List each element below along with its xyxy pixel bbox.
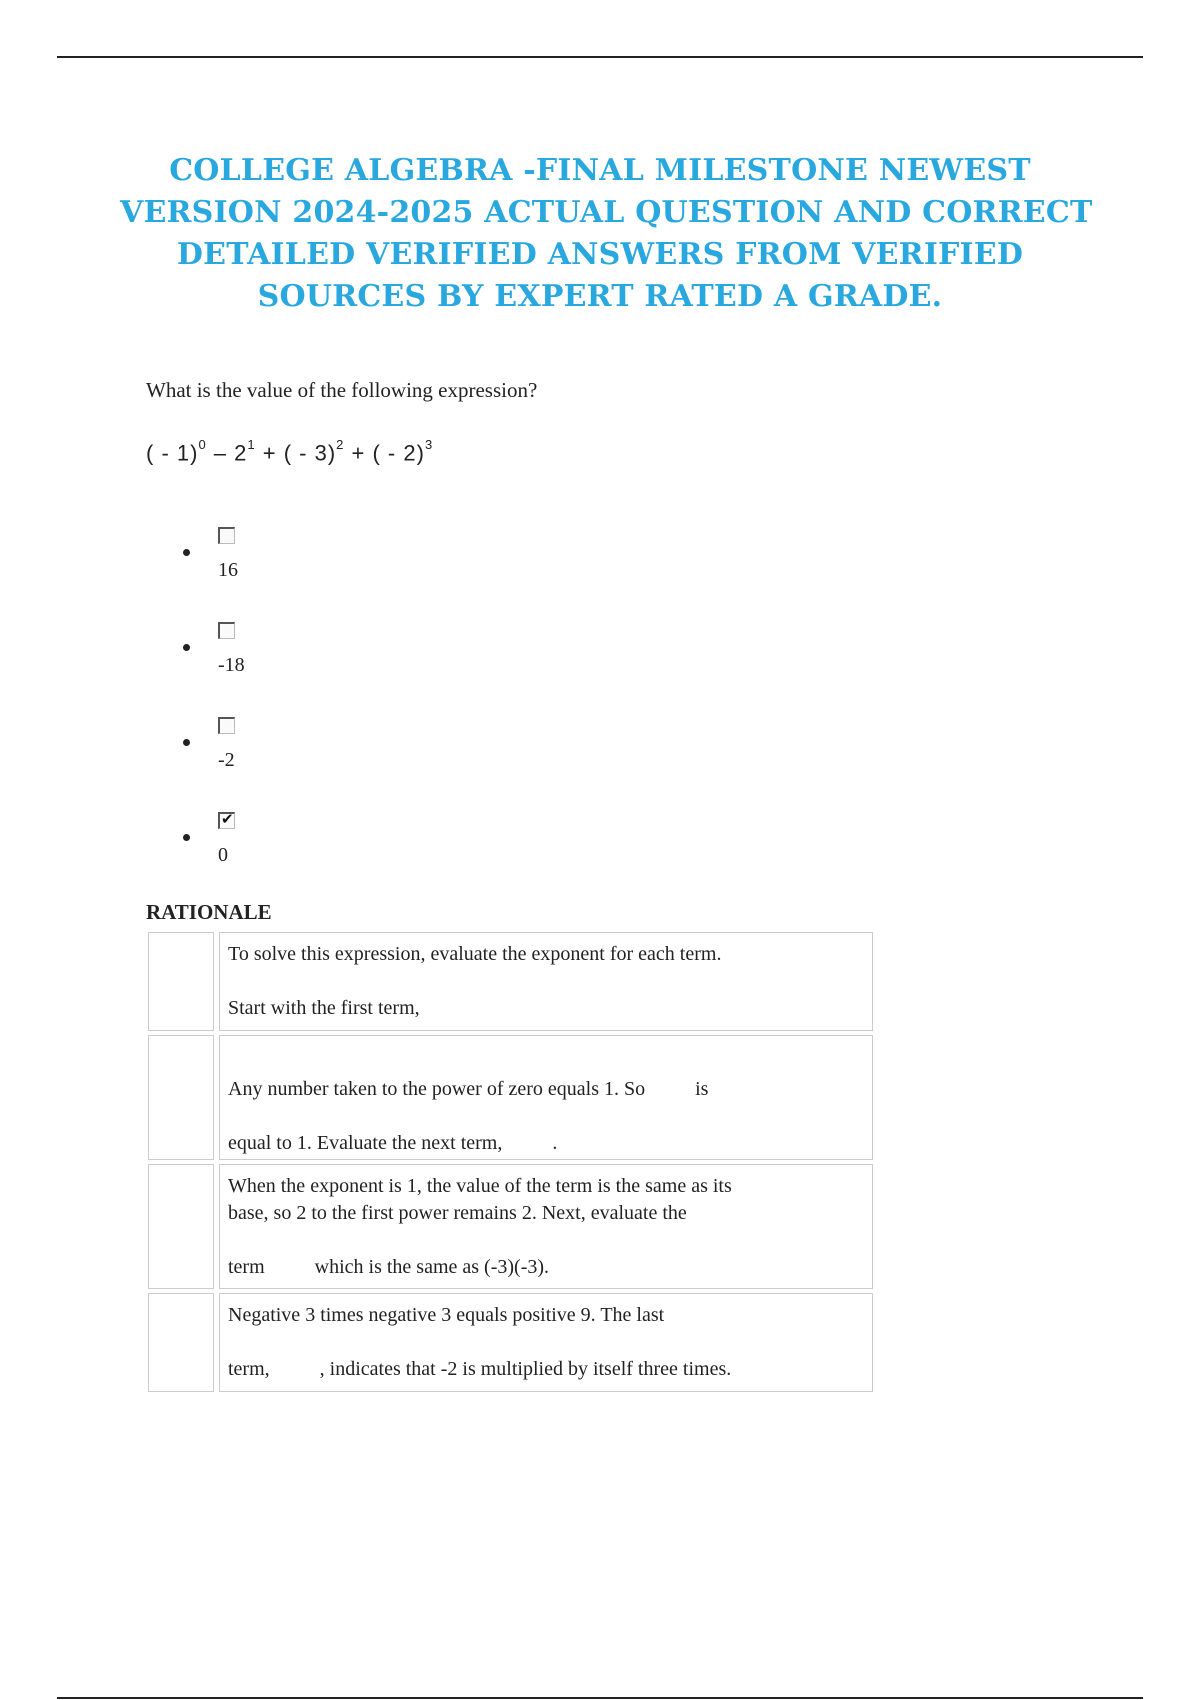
operator-plus: +	[255, 440, 284, 466]
title-line: COLLEGE ALGEBRA -FINAL MILESTONE NEWEST	[169, 153, 1031, 188]
checkmark-icon: ✔	[221, 810, 234, 828]
operator-minus: –	[206, 440, 235, 466]
bullet-icon	[183, 644, 190, 651]
option-value: 0	[218, 844, 228, 866]
rationale-line: base, so 2 to the first power remains 2. Next, evaluate the	[228, 1202, 687, 1224]
answer-option[interactable]	[180, 622, 380, 702]
checkbox-checked[interactable]	[218, 812, 235, 829]
rationale-row	[148, 932, 873, 1031]
rationale-row	[148, 1164, 873, 1289]
rationale-row	[148, 1293, 873, 1392]
rationale-image-cell	[148, 1164, 214, 1289]
rationale-image-cell	[148, 1035, 214, 1160]
rationale-text-cell	[219, 1164, 873, 1289]
document-title	[120, 150, 1093, 318]
term-3-base: ( - 3)	[283, 440, 337, 466]
bullet-icon	[183, 549, 190, 556]
top-rule	[57, 56, 1143, 58]
rationale-row	[148, 1035, 873, 1160]
answer-option-correct[interactable]	[180, 812, 380, 892]
rationale-text-cell	[219, 1035, 873, 1160]
term-2-base: 2	[234, 440, 248, 466]
rationale-image-cell	[148, 1293, 214, 1392]
rationale-line: Any number taken to the power of zero equals 1. So is	[228, 1078, 709, 1100]
bullet-icon	[183, 834, 190, 841]
operator-plus: +	[344, 440, 373, 466]
title-line: VERSION 2024-2025 ACTUAL QUESTION AND CORRECT	[120, 195, 1093, 230]
title-line: SOURCES BY EXPERT RATED A GRADE.	[257, 279, 943, 314]
rationale-line: term which is the same as (-3)(-3).	[228, 1256, 550, 1278]
term-1-base: ( - 1)	[146, 440, 199, 466]
term-4-base: ( - 2)	[372, 440, 425, 466]
checkbox[interactable]	[218, 622, 235, 639]
option-value: 16	[218, 559, 238, 581]
answer-option[interactable]	[180, 717, 380, 797]
rationale-line: When the exponent is 1, the value of the term is the same as its	[228, 1175, 732, 1197]
rationale-line: Start with the first term,	[228, 997, 420, 1019]
rationale-table	[148, 932, 873, 1396]
checkbox[interactable]	[218, 527, 235, 544]
term-1-exponent: 0	[198, 437, 207, 452]
math-expression	[146, 437, 434, 466]
term-2-exponent: 1	[247, 437, 256, 452]
checkbox[interactable]	[218, 717, 235, 734]
rationale-line: equal to 1. Evaluate the next term, .	[228, 1132, 558, 1154]
question-prompt: What is the value of the following expression?	[146, 378, 538, 402]
bullet-icon	[183, 739, 190, 746]
rationale-line: To solve this expression, evaluate the exponent for each term.	[228, 943, 722, 965]
answer-option[interactable]	[180, 527, 380, 607]
bottom-rule	[57, 1697, 1143, 1699]
rationale-image-cell	[148, 932, 214, 1031]
term-3-exponent: 2	[336, 437, 345, 452]
rationale-text-cell	[219, 932, 873, 1031]
rationale-line: Negative 3 times negative 3 equals positive 9. The last	[228, 1304, 665, 1326]
option-value: -2	[218, 749, 235, 771]
option-value: -18	[218, 654, 245, 676]
title-line: DETAILED VERIFIED ANSWERS FROM VERIFIED	[176, 237, 1024, 272]
rationale-text-cell	[219, 1293, 873, 1392]
term-4-exponent: 3	[424, 437, 434, 452]
rationale-line: term, , indicates that -2 is multiplied by itself three times.	[228, 1358, 732, 1380]
rationale-heading: RATIONALE	[146, 900, 272, 924]
